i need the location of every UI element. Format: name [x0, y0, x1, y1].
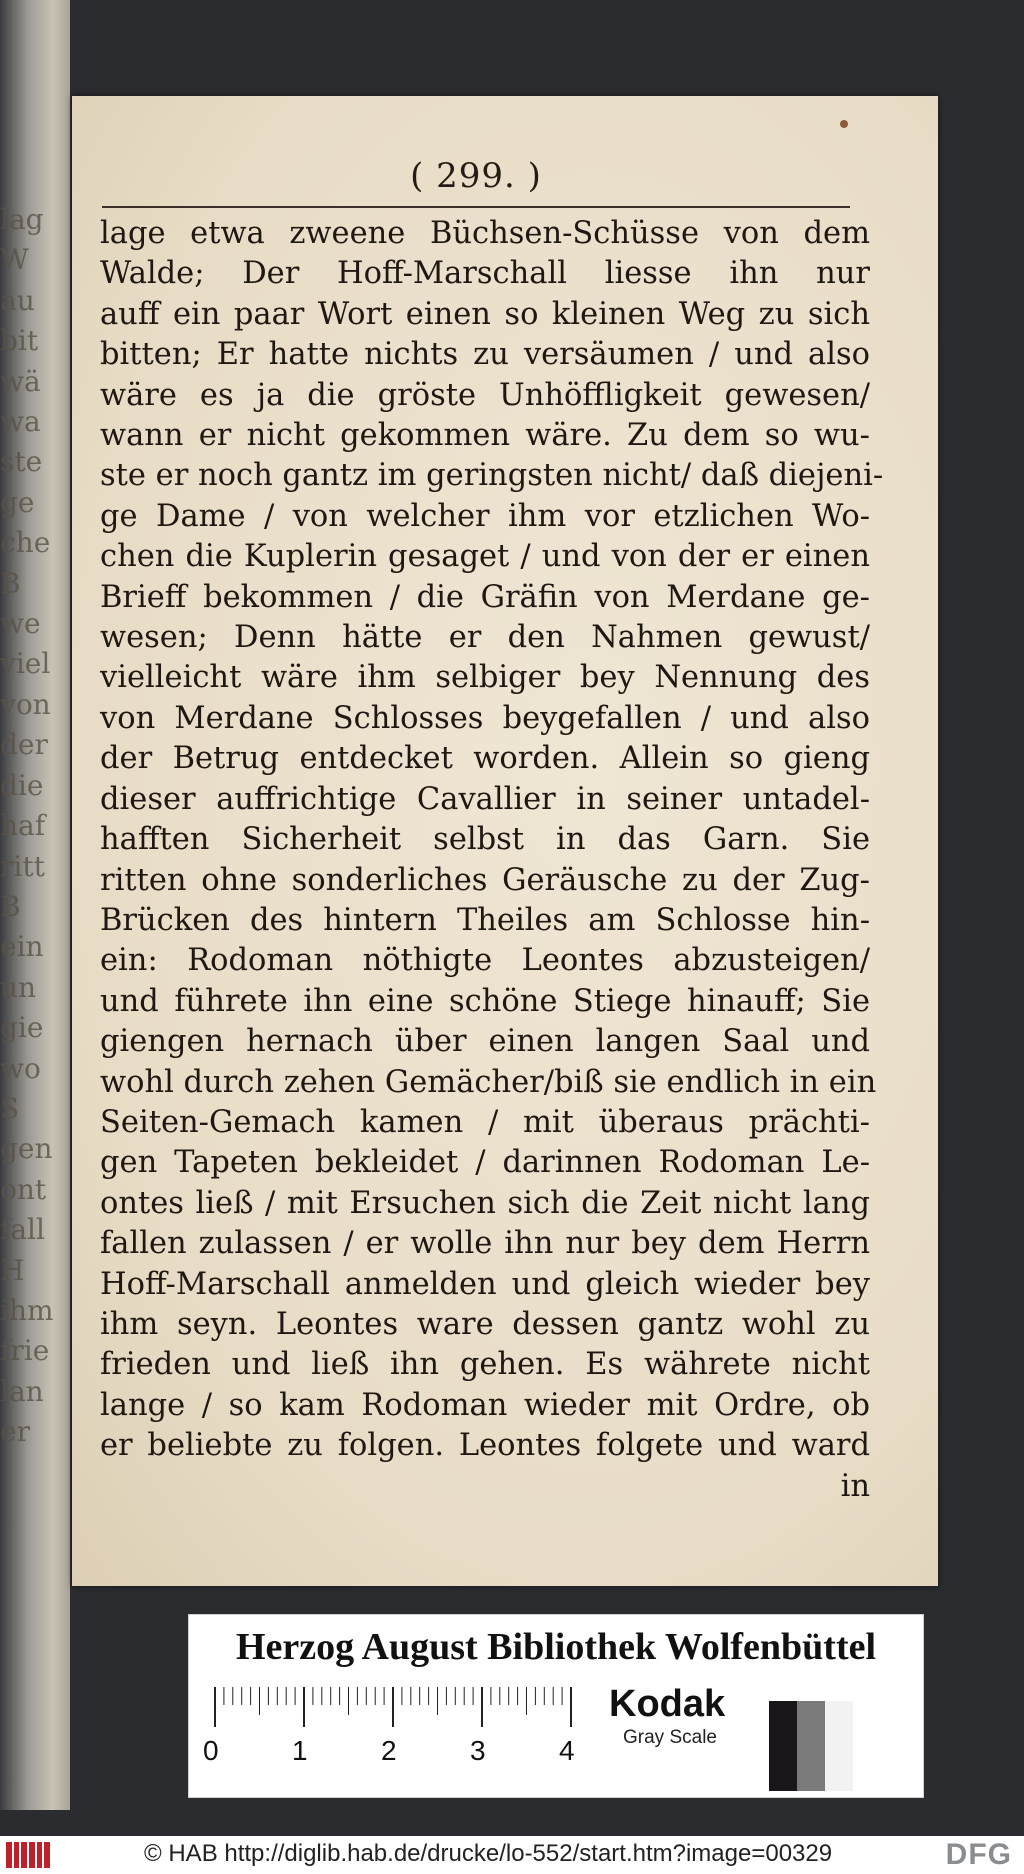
ruler-number: 0	[203, 1735, 219, 1766]
text-line: Walde; Der Hoff-Marschall liesse ihn nur	[100, 256, 870, 292]
text-line: und führete ihn eine schöne Stiege hinauff; Sie	[100, 983, 870, 1019]
text-line: Hoff-Marschall anmelden und gleich wieder bey	[100, 1266, 870, 1302]
text-line: ihm seyn. Leontes ware dessen gantz wohl zu	[100, 1306, 870, 1342]
text-line: wäre es ja die gröste Unhöffligkeit gewesen/	[100, 377, 870, 413]
dfg-logo: DFG	[945, 1838, 1012, 1871]
text-line: ontes ließ / mit Ersuchen sich die Zeit nicht lang	[100, 1185, 870, 1221]
text-line: ritten ohne sonderliches Geräusche zu der Zug-	[100, 862, 870, 898]
footer-url: © HAB http://diglib.hab.de/drucke/lo-552/start.htm?image=00329	[144, 1840, 833, 1867]
footer-bar	[0, 1836, 1024, 1874]
text-line: von Merdane Schlosses beygefallen / und also	[100, 700, 870, 736]
text-line: hafften Sicherheit selbst in das Garn. Sie	[100, 822, 870, 858]
hab-logo-icon	[6, 1842, 50, 1868]
gray-swatch	[797, 1701, 825, 1791]
ruler-scale	[213, 1687, 573, 1727]
previous-page-fragments: lag W au bit wä wa ste ge che B we viel von der die haf ritt B ein un gie wo S gen ont fall H ihm frie lan er	[0, 203, 54, 1449]
text-line: Brücken des hintern Theiles am Schlosse hin-	[100, 902, 870, 938]
text-line: chen die Kuplerin gesaget / und von der er einen	[100, 539, 870, 575]
text-line: auff ein paar Wort einen so kleinen Weg zu sich	[100, 296, 870, 332]
text-line: bitten; Er hatte nichts zu versäumen / und also	[100, 337, 870, 373]
text-line: dieser auffrichtige Cavallier in seiner untadel-	[100, 781, 870, 817]
text-line: giengen hernach über einen langen Saal und	[100, 1024, 870, 1060]
ruler-numbers	[203, 1735, 583, 1775]
text-line: wann er nicht gekommen wäre. Zu dem so wu-	[100, 418, 870, 454]
text-line: Brieff bekommen / die Gräfin von Merdane ge-	[100, 579, 870, 615]
previous-page-edge	[0, 0, 70, 1810]
gray-scale-label: Gray Scale	[623, 1727, 717, 1748]
text-line: Seiten-Gemach kamen / mit überaus prächti-	[100, 1104, 870, 1140]
page-number: ( 299. )	[410, 156, 542, 196]
catchword: in	[840, 1468, 870, 1504]
header-rule	[102, 206, 850, 208]
text-line: fallen zulassen / er wolle ihn nur bey dem Herrn	[100, 1226, 870, 1262]
text-line: gen Tapeten bekleidet / darinnen Rodoman Le-	[100, 1145, 870, 1181]
text-line: vielleicht wäre ihm selbiger bey Nennung des	[100, 660, 870, 696]
text-line: frieden und ließ ihn gehen. Es währete nicht	[100, 1347, 870, 1383]
library-title: Herzog August Bibliothek Wolfenbüttel	[235, 1626, 877, 1668]
text-line: wesen; Denn hätte er den Nahmen gewust/	[100, 620, 870, 656]
text-line: lage etwa zweene Büchsen-Schüsse von dem	[100, 216, 870, 251]
text-line: lange / so kam Rodoman wieder mit Ordre, ob	[100, 1387, 870, 1423]
text-line: ge Dame / von welcher ihm vor etzlichen Wo-	[100, 498, 870, 534]
text-line: der Betrug entdecket worden. Allein so gieng	[100, 741, 870, 777]
gray-swatch	[825, 1701, 853, 1791]
ruler-number: 4	[559, 1735, 575, 1766]
gray-swatches	[769, 1701, 853, 1791]
ruler-number: 2	[381, 1735, 397, 1766]
text-line: ste er noch gantz im geringsten nicht/ daß diejeni-	[100, 458, 884, 494]
ruler-number: 1	[292, 1735, 308, 1766]
ruler-number: 3	[470, 1735, 486, 1766]
paper-stain	[840, 120, 848, 128]
kodak-logo: Kodak	[609, 1683, 726, 1725]
text-line: er beliebte zu folgen. Leontes folgete und ward	[100, 1428, 870, 1464]
color-calibration-card	[188, 1614, 924, 1798]
page-body-text	[100, 214, 884, 1507]
text-line: ein: Rodoman nöthigte Leontes abzusteigen/	[100, 943, 870, 979]
gray-swatch	[769, 1701, 797, 1791]
text-line: wohl durch zehen Gemächer/biß sie endlich in ein	[100, 1064, 877, 1100]
book-page	[72, 96, 938, 1586]
